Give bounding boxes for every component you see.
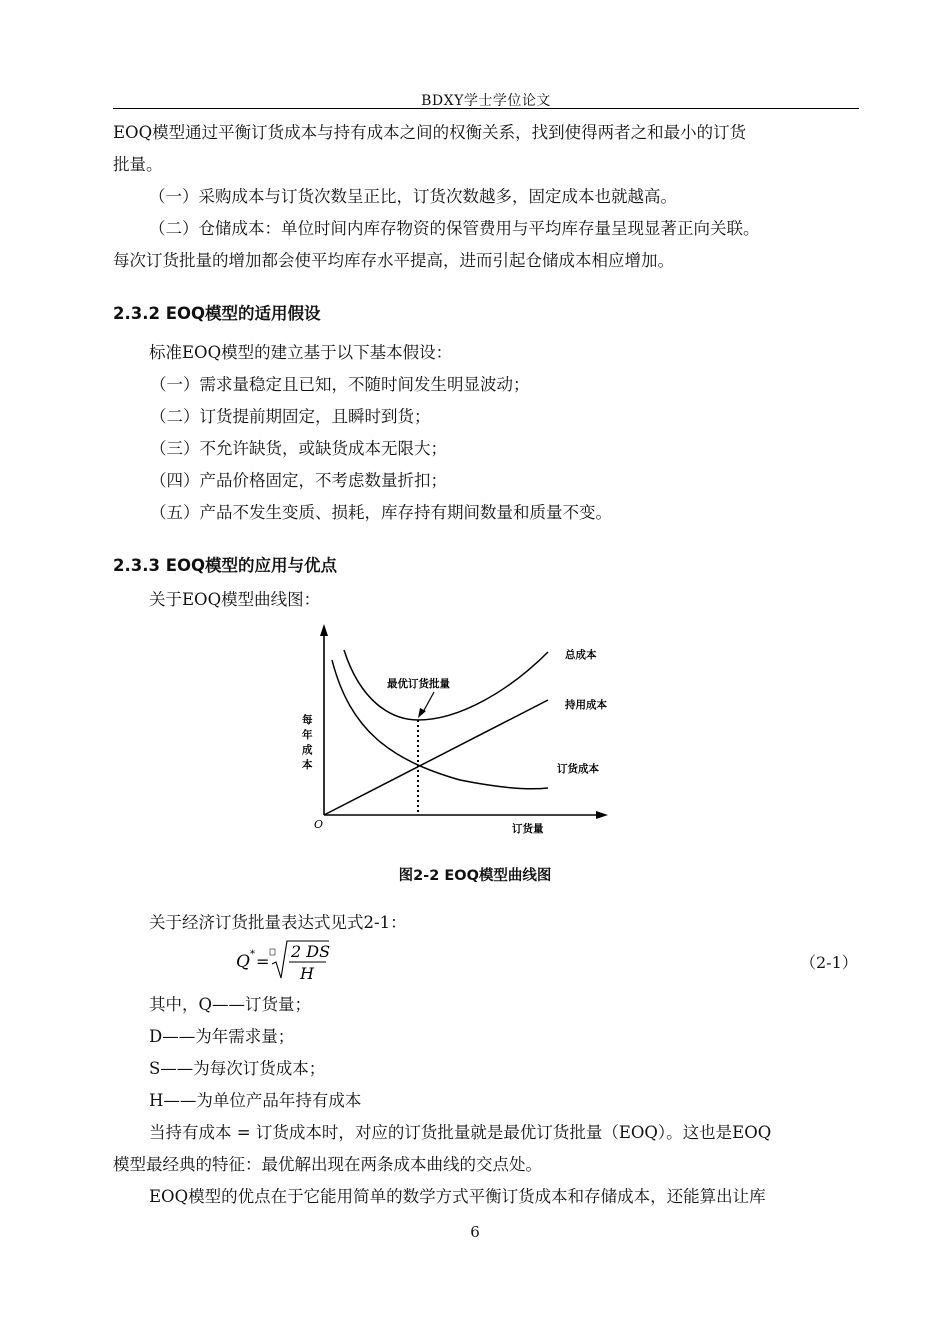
paragraph-line: D——为年需求量；: [149, 1027, 295, 1046]
paragraph-line: 关于EOQ模型曲线图：: [149, 590, 321, 609]
page-number: 6: [470, 1223, 480, 1241]
formula-equals: =: [256, 952, 270, 971]
paragraph-line: 关于经济订货批量表达式见式2-1：: [149, 913, 407, 932]
paragraph-line: 其中，Q——订货量；: [149, 995, 312, 1014]
y-axis-label-char: 本: [302, 759, 313, 771]
paragraph-line: （一）采购成本与订货次数呈正比，订货次数越多，固定成本也就越高。: [149, 187, 677, 206]
x-axis-label: 订货量: [512, 823, 544, 835]
total-cost-label: 总成本: [565, 649, 597, 661]
list-item: （二）订货提前期固定，且瞬时到货；: [150, 407, 431, 426]
x-axis-arrow: [596, 811, 608, 819]
paragraph-line: 标准EOQ模型的建立基于以下基本假设：: [149, 343, 453, 362]
paragraph-line: 模型最经典的特征：最优解出现在两条成本曲线的交点处。: [113, 1155, 542, 1174]
list-item: （四）产品价格固定，不考虑数量折扣；: [150, 471, 447, 490]
running-header: BDXY学士学位论文: [421, 93, 551, 109]
y-axis-label-char: 成: [302, 744, 313, 756]
holding-cost-label: 持用成本: [565, 699, 607, 711]
formula-numerator: 2 DS: [291, 942, 331, 961]
list-item: （三）不允许缺货，或缺货成本无限大；: [150, 439, 447, 458]
paragraph-line: 当持有成本 = 订货成本时，对应的订货批量就是最优订货批量（EOQ）。这也是EOQ: [149, 1123, 772, 1142]
figure-caption: 图2-2 EOQ模型曲线图: [398, 868, 552, 884]
paragraph-line: EOQ模型通过平衡订货成本与持有成本之间的权衡关系，找到使得两者之和最小的订货: [113, 123, 747, 142]
paragraph-line: H——为单位产品年持有成本: [149, 1091, 362, 1110]
y-axis-label-char: 每: [302, 714, 313, 726]
optimal-quantity-label: 最优订货批量: [387, 678, 450, 690]
paragraph-line: （二）仓储成本：单位时间内库存物资的保管费用与平均库存量呈现显著正向关联。: [149, 219, 760, 238]
ordering-cost-label: 订货成本: [557, 763, 599, 775]
origin-label: O: [314, 818, 324, 831]
formula-lhs: Q: [236, 952, 250, 972]
header-rule: [113, 108, 859, 109]
paragraph-line: S——为每次订货成本；: [149, 1059, 326, 1078]
paragraph-line: 每次订货批量的增加都会使平均库存水平提高，进而引起仓储成本相应增加。: [113, 251, 674, 270]
y-axis-label-char: 年: [302, 729, 313, 741]
section-heading: 2.3.2 EOQ模型的适用假设: [113, 304, 321, 323]
list-item: （一）需求量稳定且已知，不随时间发生明显波动；: [150, 375, 530, 394]
eoq-curve-svg: [290, 620, 630, 845]
list-item: （五）产品不发生变质、损耗，库存持有期间数量和质量不变。: [150, 503, 612, 522]
formula-star: *: [250, 949, 255, 960]
equation-number: （2-1）: [800, 953, 858, 972]
paragraph-line: 批量。: [113, 155, 163, 174]
eoq-curve-figure: [290, 620, 630, 845]
paragraph-line: EOQ模型的优点在于它能用简单的数学方式平衡订货成本和存储成本，还能算出让库: [149, 1187, 766, 1206]
formula-placeholder-box: [270, 949, 275, 955]
section-heading: 2.3.3 EOQ模型的应用与优点: [113, 556, 338, 575]
formula-denominator: H: [300, 964, 314, 983]
eoq-formula: [234, 936, 354, 986]
y-axis-arrow: [320, 624, 328, 636]
eoq-formula-svg: [234, 936, 354, 986]
